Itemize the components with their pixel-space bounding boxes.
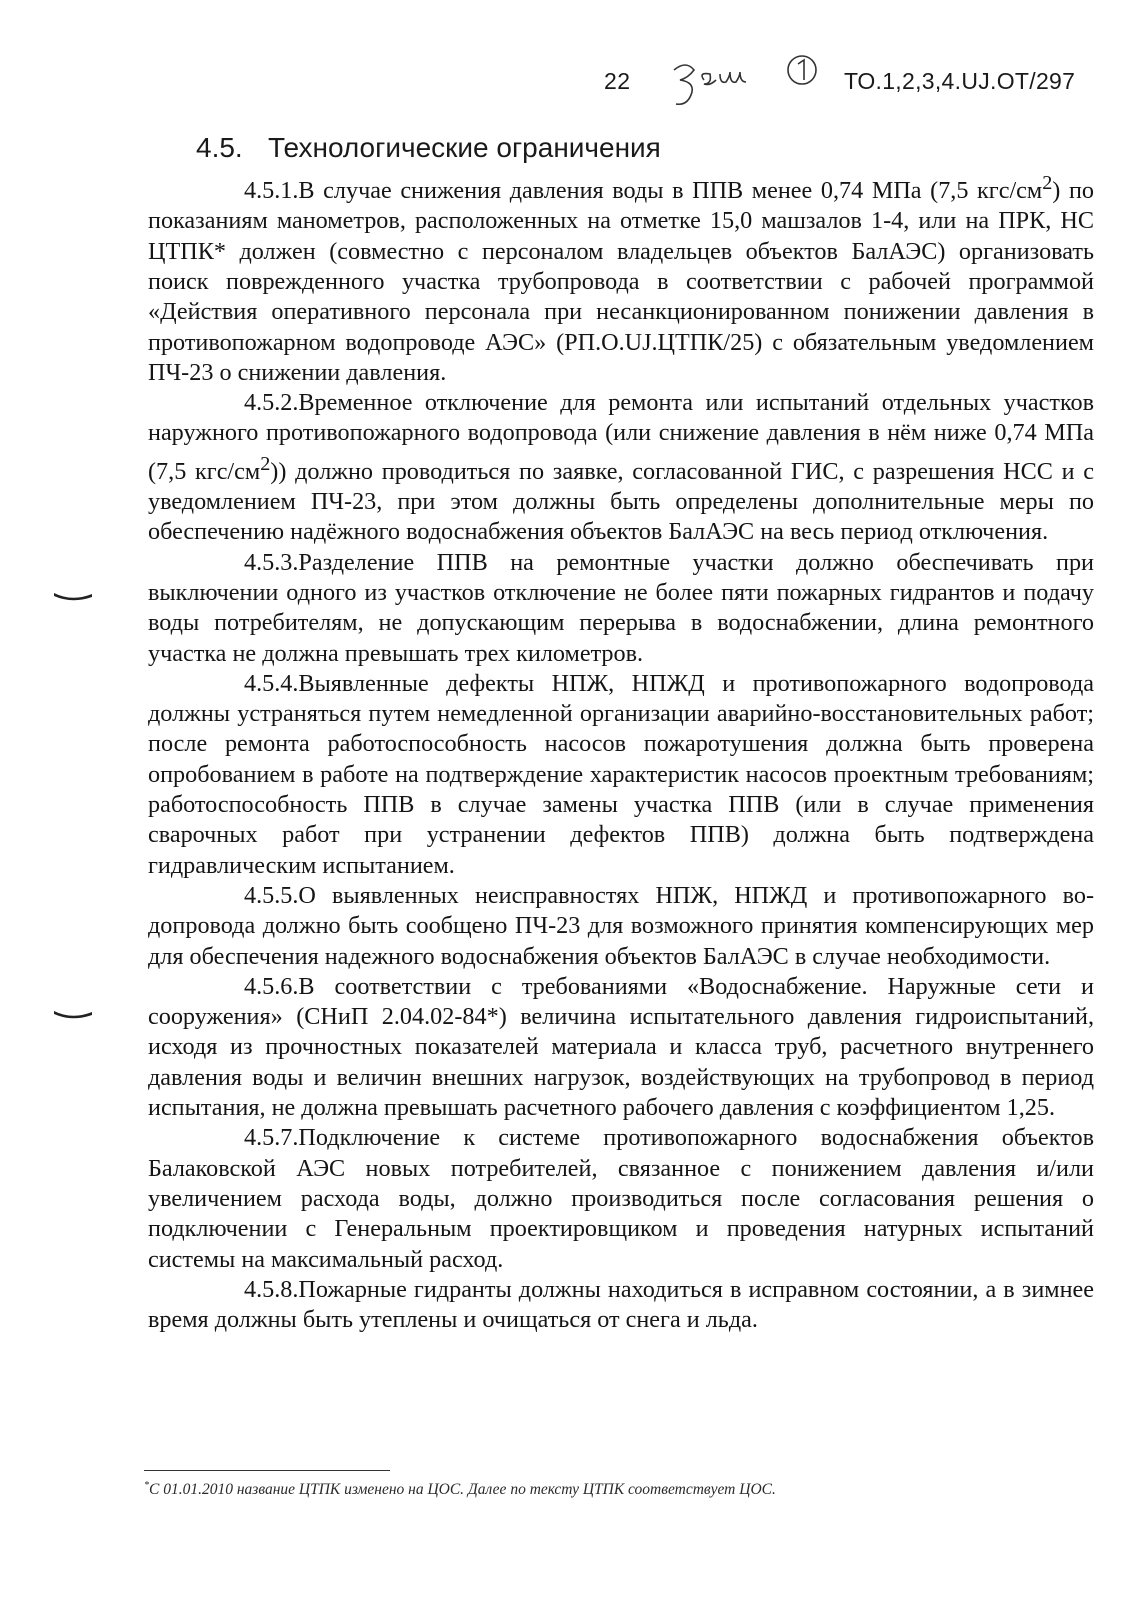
paragraph-number: 4.5.8. [244, 1275, 299, 1303]
paragraph-text: В случае снижения давления воды в ППВ менее 0,74 МПа (7,5 кгс/см [298, 177, 1043, 205]
document-code: ТО.1,2,3,4.UJ.ОТ/297 [844, 68, 1076, 94]
margin-tick-mark-icon [52, 1008, 94, 1020]
body-text [148, 168, 1094, 1335]
footnote [144, 1480, 776, 1499]
paragraph-text: Временное отключение для ремонта или испытаний отдельных участков наружного противопожарного водопровода (или снижение давления в нём ниже 0,74 МПа (7,5 кгс/см [148, 389, 1094, 485]
paragraph-text: Подключение к системе противопожарного водоснабжения объектов Балаковской АЭС новых потребителей, связанное с понижением давления и/или увеличением расхода воды, должно производиться после согласования решения о подключении с Генеральным проектировщиком и проведения натурных испытаний системы на максимальный расход. [148, 1124, 1094, 1273]
paragraph-number: 4.5.4. [244, 669, 299, 697]
paragraph-number: 4.5.7. [244, 1124, 299, 1152]
paragraph-4-5-5 [148, 881, 1094, 972]
paragraph-4-5-3 [148, 548, 1094, 669]
paragraph-text: Разделение ППВ на ремонтные участки должно обеспечивать при выключении одного из участков отключение не более пяти пожарных гидрантов и подачу воды потребителям, не допускающим перерыва в водоснабжении, длина ремонтного участка не должна превышать трех километров. [148, 548, 1094, 667]
superscript: 2 [1042, 172, 1053, 194]
section-title: Технологические ограничения [268, 132, 661, 163]
paragraph-4-5-8 [148, 1275, 1094, 1336]
paragraph-text: Выявленные дефекты НПЖ, НПЖД и противопожарного водопровода должны устраняться путем немедленной организации аварийно-восстановительных работ; после ремонта работоспособность насосов пожаротушения должна быть проверена опробованием в работе на подтверждение характеристик насосов проектным требованиям; работоспособность ППВ в случае замены участка ППВ (или в случае применения сварочных работ при устранении дефектов ППВ) должна быть подтверждена гидравлическим испытанием. [148, 669, 1094, 879]
paragraph-4-5-6 [148, 972, 1094, 1123]
paragraph-number: 4.5.3. [244, 548, 299, 576]
section-heading [196, 132, 661, 164]
paragraph-number: 4.5.5. [244, 881, 299, 909]
handwritten-note-icon [664, 48, 844, 108]
section-number: 4.5. [196, 132, 243, 163]
paragraph-4-5-7 [148, 1123, 1094, 1274]
margin-tick-mark-icon [52, 590, 94, 602]
footnote-text: С 01.01.2010 название ЦТПК изменено на ЦОС. Далее по тексту ЦТПК соответствует ЦОС. [149, 1481, 776, 1499]
footnote-marker: * [144, 1480, 149, 1491]
paragraph-text: Пожарные гидранты должны находиться в исправном состоянии, а в зимнее время должны быть утеплены и очищаться от снега и льда. [148, 1275, 1094, 1334]
page-number: 22 [604, 68, 631, 94]
paragraph-number: 4.5.6. [244, 972, 299, 1000]
superscript: 2 [260, 452, 271, 475]
paragraph-text: О выявленных неисправностях НПЖ, НПЖД и противопожарного водопровода должно быть сообщено ПЧ-23 для возможного принятия компенсирующих мер для обеспечения надежного водоснабжения объектов БалАЭС в случае необходимости. [148, 881, 1094, 970]
paragraph-number: 4.5.1. [244, 177, 299, 205]
paragraph-4-5-1 [148, 168, 1094, 388]
paragraph-4-5-4 [148, 669, 1094, 881]
paragraph-4-5-2 [148, 388, 1094, 548]
footnote-rule [144, 1470, 390, 1471]
paragraph-number: 4.5.2. [244, 389, 299, 417]
paragraph-text-cont: ) по показаниям манометров, расположенных на отметке 15,0 машзалов 1-4, или на ПРК, НС ЦТПК* должен (совместно с персоналом владельцев объектов БалАЭС) организовать поиск поврежденного участка трубопровода в соответствии с рабочей программой «Действия оперативного персонала при несанкционированном понижении давления в противопожарном водопроводе АЭС» (РП.О.UJ.ЦТПК/25) с обязательным уведомлением ПЧ-23 о снижении давления. [148, 177, 1095, 386]
paragraph-text: В соответствии с требованиями «Водоснабжение. Наружные сети и сооружения» (СНиП 2.04.02-84*) величина испытательного давления гидроиспытаний, исходя из прочностных показателей материала и класса труб, расчетного внутреннего давления воды и величин внешних нагрузок, воздействующих на трубопровод в период испытания, не должна превышать расчетного рабочего давления с коэффициентом 1,25. [148, 972, 1094, 1122]
paragraph-text-cont: )) должно проводиться по заявке, согласованной ГИС, с разрешения НСС и с уведомлением ПЧ-23, при этом должны быть определены дополнительные меры по обеспечению надёжного водоснабжения объектов БалАЭС на весь период отключения. [148, 457, 1094, 546]
